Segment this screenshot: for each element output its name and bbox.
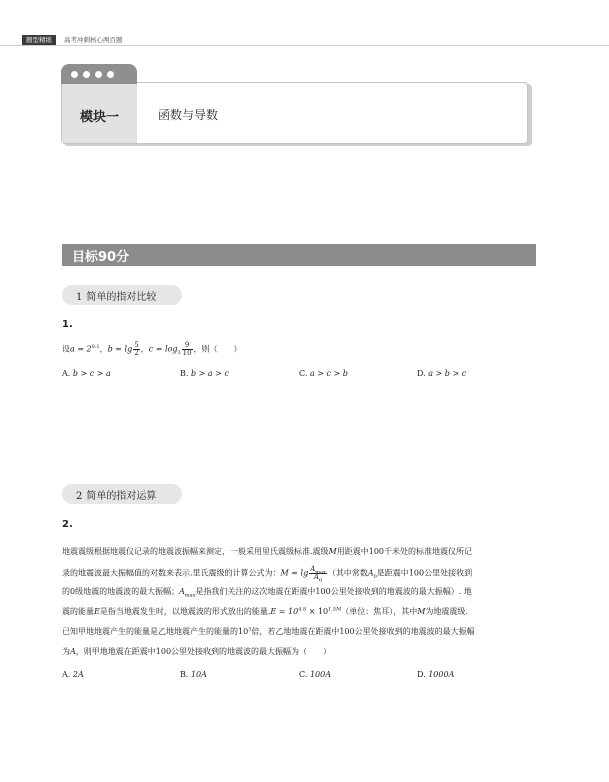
stem-text: 为地震震级. <box>425 607 468 616</box>
option-text: b > c > a <box>72 369 111 378</box>
math-var: A <box>179 587 185 596</box>
stem-text: 是指我们关注的这次地震在距震中100公里处接收到的地震波的最大振幅）. 地 <box>195 587 472 596</box>
question-line <box>62 586 472 598</box>
stem-text: 倍，若乙地地震在距震中100公里处接收到的地震波的最大振幅 <box>251 627 475 636</box>
option-key: A. <box>62 369 71 378</box>
option-key: D. <box>417 670 426 679</box>
stem-text: 是距震中100公里处接收到 <box>376 568 473 578</box>
math-exponent: 0.1 <box>91 343 100 350</box>
question-number: 1. <box>62 319 73 330</box>
option-a[interactable] <box>62 369 111 378</box>
header-divider <box>0 45 609 46</box>
math-exponent: 3 <box>248 626 252 633</box>
fraction <box>309 565 327 584</box>
section-label: 简单的指对运算 <box>86 491 157 502</box>
question-line <box>62 646 331 658</box>
math-exponent: 4.8 <box>298 606 307 613</box>
stem-text: 录的地震波最大振幅值的对数来表示.里氏震级的计算公式为： <box>62 568 281 578</box>
option-text: 1000A <box>428 670 455 679</box>
option-text: 2A <box>72 670 84 679</box>
tab-dot-icon <box>71 71 78 78</box>
stem-text: 的0级地震的地震波的最大振幅； <box>62 587 180 596</box>
stem-text: （单位：焦耳），其中 <box>341 607 418 616</box>
option-key: C. <box>299 670 308 679</box>
math-b: b = lg <box>107 344 133 354</box>
option-text: b > a > c <box>190 369 229 378</box>
math-formula: × 10 <box>306 607 329 616</box>
stem-text: ，则甲地地震在距震中100公里处接收到的地震波的最大振幅为（ ） <box>75 647 332 656</box>
stem-text: ，则（ ） <box>193 344 242 354</box>
question-line <box>62 626 475 638</box>
option-key: C. <box>299 369 308 378</box>
math-var: A <box>367 568 374 578</box>
math-formula: M = lg <box>280 568 309 578</box>
option-text: 10A <box>190 670 207 679</box>
fraction <box>133 342 139 357</box>
header-tag-secondary: 高考冲刺核心两百题 <box>64 36 123 44</box>
section-label: 简单的指对比较 <box>86 292 157 303</box>
stem-text: 是指当地震发生时，以地震波的形式放出的能量. <box>99 607 271 616</box>
module-title: 函数与导数 <box>158 108 219 122</box>
math-subscript: max <box>315 569 326 576</box>
module-label: 模块一 <box>79 110 119 125</box>
stem-text: ， <box>99 344 108 354</box>
option-b[interactable] <box>180 670 207 679</box>
stem-text: ， <box>140 344 149 354</box>
stem-text: 用距震中100千米处的标准地震仪所记 <box>336 547 473 556</box>
math-subscript: 3 <box>177 350 181 357</box>
math-var: A <box>313 573 319 581</box>
tab-dot-icon <box>107 71 114 78</box>
option-text: 100A <box>309 670 331 679</box>
option-key: A. <box>62 670 71 679</box>
option-key: B. <box>180 369 189 378</box>
stem-text: （其中常数 <box>327 568 368 578</box>
question-number: 2. <box>62 519 73 530</box>
math-var: M <box>417 607 426 616</box>
stem-text: 为 <box>62 647 70 656</box>
stem-text: 地震震级根据地震仪记录的地震波振幅来测定，一般采用里氏震级标准.震级 <box>62 547 329 556</box>
option-key: B. <box>180 670 189 679</box>
fraction <box>182 342 193 357</box>
fraction-numerator: 5 <box>134 341 139 349</box>
option-text: a > b > c <box>428 369 467 378</box>
question-stem <box>62 342 242 357</box>
math-subscript: max <box>184 592 196 599</box>
question-line <box>62 565 473 584</box>
module-card-tab <box>61 64 137 84</box>
math-exponent: 1.5M <box>328 606 342 613</box>
section-number: 1 <box>76 292 83 303</box>
stem-text: 已知甲地地震产生的能量是乙地地震产生的能量的10 <box>62 627 249 636</box>
option-text: a > c > b <box>309 369 348 378</box>
goal-bar <box>62 244 536 266</box>
math-var: E <box>94 607 100 616</box>
option-b[interactable] <box>180 369 229 378</box>
option-c[interactable] <box>299 670 331 679</box>
math-var: A <box>70 647 76 656</box>
math-var: M <box>328 547 337 556</box>
section-number: 2 <box>76 491 83 502</box>
math-formula: E = 10 <box>270 607 299 616</box>
math-subscript: 0 <box>373 574 377 581</box>
option-d[interactable] <box>417 369 466 378</box>
math-subscript: 0 <box>318 577 323 584</box>
question-line <box>62 546 472 558</box>
option-c[interactable] <box>299 369 348 378</box>
tab-dot-icon <box>95 71 102 78</box>
option-d[interactable] <box>417 670 454 679</box>
stem-text: 设 <box>62 344 70 354</box>
option-a[interactable] <box>62 670 84 679</box>
fraction-denominator: 2 <box>134 349 139 357</box>
fraction-denominator: 10 <box>182 349 192 357</box>
section-title <box>76 487 156 502</box>
goal-title: 目标90分 <box>72 250 130 265</box>
section-title <box>76 288 156 303</box>
stem-text: 震的能量 <box>62 607 94 616</box>
tab-dot-icon <box>83 71 90 78</box>
question-line <box>62 606 468 618</box>
math-c: c = log <box>148 344 178 354</box>
option-key: D. <box>417 369 426 378</box>
fraction-numerator: 9 <box>182 342 193 350</box>
math-var: A <box>310 565 316 573</box>
math-a: a = 2 <box>70 344 92 354</box>
header-tag-primary: 题型精练 <box>22 35 56 45</box>
